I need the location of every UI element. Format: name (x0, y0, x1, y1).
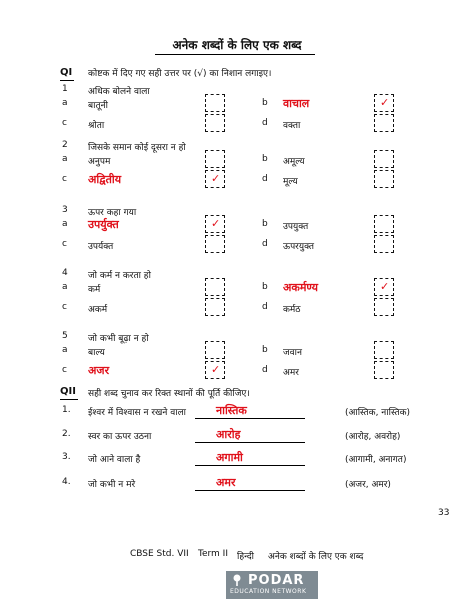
answer-choices: (आरोह, अवरोह) (345, 432, 401, 442)
option-letter: c (62, 118, 67, 128)
check-mark-icon: ✓ (211, 217, 221, 230)
question-number: 4 (62, 268, 68, 278)
option-letter: d (262, 302, 268, 312)
option-text: कर्मठ (283, 305, 301, 315)
page-title: अनेक शब्दों के लिए एक शब्द (172, 38, 302, 52)
question-prompt: अधिक बोलने वाला (88, 87, 150, 97)
q2-label-underline (60, 399, 78, 400)
footer-subject: हिन्दी (237, 552, 255, 562)
footer-term: Term II (198, 549, 228, 559)
filled-answer: अगामी (216, 451, 243, 464)
page-number: 33 (438, 508, 450, 518)
option-letter: c (62, 302, 67, 312)
question-prompt: जो कभी न मरे (88, 480, 136, 490)
question-prompt: स्वर का ऊपर उठना (88, 432, 152, 442)
correct-option-text: उपर्युक्त (88, 218, 119, 231)
answer-blank-line (195, 465, 305, 466)
answer-blank-line (195, 418, 305, 419)
option-letter: a (62, 345, 68, 355)
option-letter: b (262, 98, 268, 108)
option-letter: a (62, 282, 68, 292)
option-letter: d (262, 174, 268, 184)
answer-checkbox[interactable] (205, 361, 225, 379)
answer-checkbox[interactable] (205, 170, 225, 188)
option-text: श्रोता (88, 121, 105, 131)
correct-option-text: वाचाल (283, 97, 310, 110)
option-letter: b (262, 345, 268, 355)
q1-instruction: कोष्टक में दिए गए सही उत्तर पर (√) का निशान लगाइए। (88, 69, 272, 79)
answer-checkbox[interactable] (205, 298, 225, 316)
question-prompt: ऊपर कहा गया (88, 208, 137, 218)
option-text: अकर्म (88, 305, 108, 315)
answer-choices: (अजर, अमर) (345, 480, 391, 490)
answer-checkbox[interactable] (374, 361, 394, 379)
answer-checkbox[interactable] (374, 298, 394, 316)
question-number: 3 (62, 205, 68, 215)
answer-checkbox[interactable] (205, 235, 225, 253)
option-letter: b (262, 219, 268, 229)
option-letter: d (262, 118, 268, 128)
correct-option-text: अकर्मण्य (283, 281, 319, 294)
logo-name: PODAR (248, 573, 305, 588)
option-text: बाल्य (88, 348, 105, 358)
option-letter: a (62, 154, 68, 164)
answer-checkbox[interactable] (374, 170, 394, 188)
check-mark-icon: ✓ (380, 96, 390, 109)
option-letter: c (62, 239, 67, 249)
q1-label-underline (60, 80, 74, 81)
filled-answer: आरोह (216, 428, 241, 441)
podar-logo (226, 571, 318, 599)
check-mark-icon: ✓ (211, 363, 221, 376)
option-text: कर्म (88, 285, 101, 295)
footer-topic: अनेक शब्दों के लिए एक शब्द (268, 552, 364, 562)
option-text: जवान (283, 348, 303, 358)
answer-checkbox[interactable] (205, 278, 225, 296)
answer-blank-line (195, 442, 305, 443)
filled-answer: अमर (216, 476, 236, 489)
logo-subtitle: EDUCATION NETWORK (230, 588, 307, 595)
option-letter: a (62, 219, 68, 229)
title-underline (155, 54, 315, 55)
answer-checkbox[interactable] (374, 114, 394, 132)
q2-label: QII (60, 386, 76, 397)
answer-checkbox[interactable] (374, 150, 394, 168)
question-prompt: जो आने वाला है (88, 455, 141, 465)
answer-checkbox[interactable] (374, 278, 394, 296)
correct-option-text: अद्वितीय (88, 173, 122, 186)
answer-checkbox[interactable] (205, 94, 225, 112)
answer-checkbox[interactable] (205, 341, 225, 359)
answer-choices: (आस्तिक, नास्तिक) (345, 408, 411, 418)
tree-icon (230, 574, 244, 586)
answer-checkbox[interactable] (205, 114, 225, 132)
option-letter: c (62, 174, 67, 184)
option-letter: a (62, 98, 68, 108)
option-text: अनुपम (88, 157, 111, 167)
question-number: 5 (62, 331, 68, 341)
correct-option-text: अजर (88, 364, 110, 377)
option-letter: d (262, 239, 268, 249)
answer-checkbox[interactable] (374, 235, 394, 253)
question-prompt: जिसके समान कोई दूसरा न हो (88, 143, 186, 153)
answer-checkbox[interactable] (374, 215, 394, 233)
question-number: 3. (62, 452, 71, 462)
check-mark-icon: ✓ (211, 172, 221, 185)
option-letter: b (262, 154, 268, 164)
question-prompt: ईश्वर में विश्वास न रखने वाला (88, 408, 186, 418)
question-number: 1. (62, 405, 71, 415)
answer-blank-line (195, 490, 305, 491)
option-text: ऊपरयुक्त (283, 242, 315, 252)
question-prompt: जो कभी बूढ़ा न हो (88, 334, 149, 344)
footer-course: CBSE Std. VII (130, 549, 189, 559)
answer-checkbox[interactable] (374, 94, 394, 112)
option-text: वक्ता (283, 121, 301, 131)
filled-answer: नास्तिक (216, 404, 247, 417)
option-letter: b (262, 282, 268, 292)
question-number: 2 (62, 140, 68, 150)
answer-checkbox[interactable] (205, 150, 225, 168)
option-text: बातूनी (88, 101, 108, 111)
q2-instruction: सही शब्द चुनाव कर रिक्त स्थानों की पूर्ति कीजिए। (88, 389, 250, 399)
question-number: 1 (62, 84, 68, 94)
option-text: अमर (283, 368, 299, 378)
answer-choices: (आगामी, अनागत) (345, 455, 407, 465)
check-mark-icon: ✓ (380, 280, 390, 293)
q1-label: QI (60, 67, 73, 78)
option-text: उपयुक्त (283, 222, 309, 232)
question-number: 2. (62, 429, 71, 439)
question-number: 4. (62, 477, 71, 487)
option-letter: d (262, 365, 268, 375)
option-text: अमूल्य (283, 157, 305, 167)
question-prompt: जो कर्म न करता हो (88, 271, 151, 281)
answer-checkbox[interactable] (205, 215, 225, 233)
option-text: मूल्य (283, 177, 298, 187)
answer-checkbox[interactable] (374, 341, 394, 359)
option-letter: c (62, 365, 67, 375)
option-text: उपर्यक्त (88, 242, 114, 252)
